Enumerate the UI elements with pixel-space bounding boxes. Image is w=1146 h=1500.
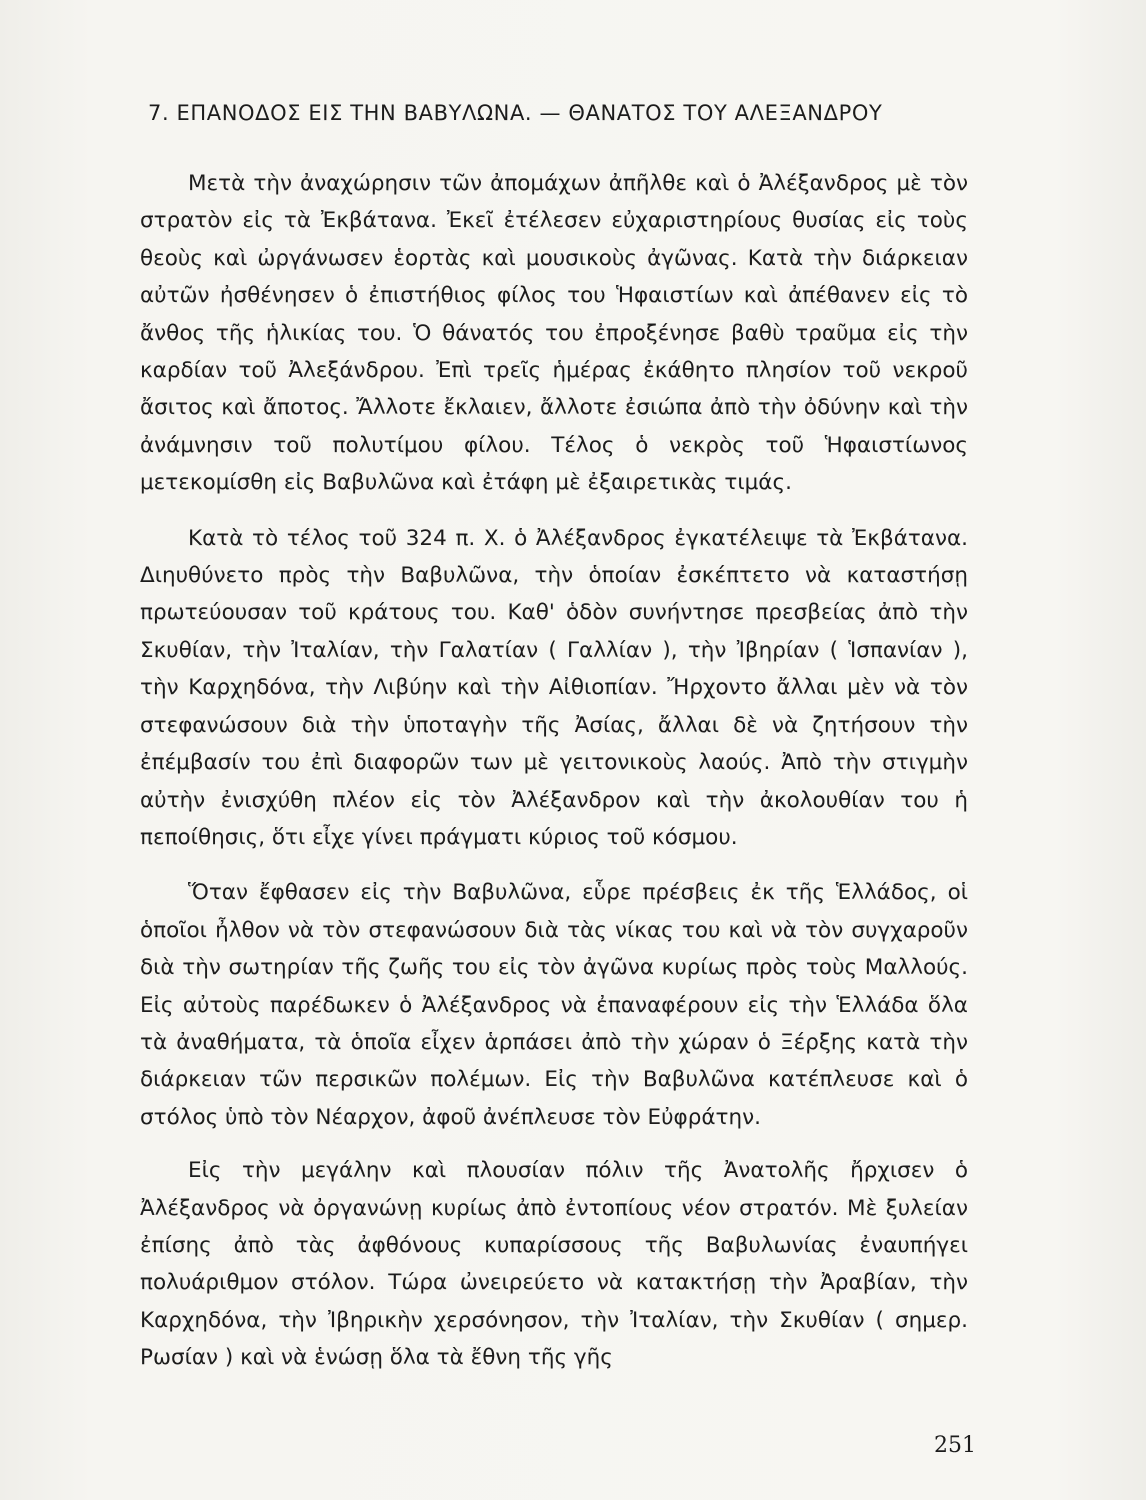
paragraph-3: Ὅταν ἔφθασεν εἰς τὴν Βαβυλῶνα, εὗρε πρέσβεις ἐκ τῆς Ἑλλάδος, οἱ ὁποῖοι ἦλθον νὰ τὸν στεφανώσουν διὰ τὰς νίκας του καὶ νὰ τὸν συγχαροῦν διὰ τὴν σωτηρίαν τῆς ζωῆς του εἰς τὸν ἀγῶνα κυρίως πρὸς τοὺς Μαλλούς. Εἰς αὐτοὺς παρέδωκεν ὁ Ἀλέξανδρος νὰ ἐπαναφέρουν εἰς τὴν Ἑλλάδα ὅλα τὰ ἀναθήματα, τὰ ὁποῖα εἶχεν ἁρπάσει ἀπὸ τὴν χώραν ὁ Ξέρξης κατὰ τὴν διάρκειαν τῶν περσικῶν πολέμων. Εἰς τὴν Βαβυλῶνα κατέπλευσε καὶ ὁ στόλος ὑπὸ τὸν Νέαρχον, ἀφοῦ ἀνέπλευσε τὸν Εὐφράτην. bbox=[140, 880, 968, 1130]
paragraph-1: Μετὰ τὴν ἀναχώρησιν τῶν ἀπομάχων ἀπῆλθε καὶ ὁ Ἀλέξανδρος μὲ τὸν στρατὸν εἰς τὰ Ἐκβάτανα. Ἐκεῖ ἐτέλεσεν εὐχαριστηρίους θυσίας εἰς τοὺς θεοὺς καὶ ὠργάνωσεν ἑορτὰς καὶ μουσικοὺς ἀγῶνας. Κατὰ τὴν διάρκειαν αὐτῶν ἠσθένησεν ὁ ἐπιστήθιος φίλος του Ἡφαιστίων καὶ ἀπέθανεν εἰς τὸ ἄνθος τῆς ἡλικίας του. Ὁ θάνατός του ἐπροξένησε βαθὺ τραῦμα εἰς τὴν καρδίαν τοῦ Ἀλεξάνδρου. Ἐπὶ τρεῖς ἡμέρας ἐκάθητο πλησίον τοῦ νεκροῦ ἄσιτος καὶ ἄποτος. Ἄλλοτε ἔκλαιεν, ἄλλοτε ἐσιώπα ἀπὸ τὴν ὀδύνην καὶ τὴν ἀνάμνησιν τοῦ πολυτίμου φίλου. Τέλος ὁ νεκρὸς τοῦ Ἡφαιστίωνος μετεκομίσθη εἰς Βαβυλῶνα καὶ ἐτάφη μὲ ἐξαιρετικὰς τιμάς. bbox=[140, 171, 968, 496]
paragraph-2: Κατὰ τὸ τέλος τοῦ 324 π. Χ. ὁ Ἀλέξανδρος ἐγκατέλειψε τὰ Ἐκβάτανα. Διηυθύνετο πρὸς τὴν Βαβυλῶνα, τὴν ὁποίαν ἐσκέπτετο νὰ καταστήσῃ πρωτεύουσαν τοῦ κράτους του. Καθ' ὁδὸν συνήντησε πρεσβείας ἀπὸ τὴν Σκυθίαν, τὴν Ἰταλίαν, τὴν Γαλατίαν ( Γαλλίαν ), τὴν Ἰβηρίαν ( Ἱσπανίαν ), τὴν Καρχηδόνα, τὴν Λιβύην καὶ τὴν Αἰθιοπίαν. Ἤρχοντο ἄλλαι μὲν νὰ τὸν στεφανώσουν διὰ τὴν ὑποταγὴν τῆς Ἀσίας, ἄλλαι δὲ νὰ ζητήσουν τὴν ἐπέμβασίν του ἐπὶ διαφορῶν των μὲ γειτονικοὺς λαούς. Ἀπὸ τὴν στιγμὴν αὐτὴν ἐνισχύθη πλέον εἰς τὸν Ἀλέξανδρον καὶ τὴν ἀκολουθίαν του ἡ πεποίθησις, ὅτι εἶχε γίνει πράγματι κύριος τοῦ κόσμου. bbox=[140, 525, 968, 850]
body-text bbox=[140, 165, 968, 1395]
paragraph-4: Εἰς τὴν μεγάλην καὶ πλουσίαν πόλιν τῆς Ἀνατολῆς ἤρχισεν ὁ Ἀλέξανδρος νὰ ὀργανώνῃ κυρίως ἀπὸ ἐντοπίους νέον στρατόν. Μὲ ξυλείαν ἐπίσης ἀπὸ τὰς ἀφθόνους κυπαρίσσους τῆς Βαβυλωνίας ἐναυπήγει πολυάριθμον στόλον. Τώρα ὠνειρεύετο νὰ κατακτήσῃ τὴν Ἀραβίαν, τὴν Καρχηδόνα, τὴν Ἰβηρικὴν χερσόνησον, τὴν Ἰταλίαν, τὴν Σκυθίαν ( σημερ. Ρωσίαν ) καὶ νὰ ἑνώσῃ ὅλα τὰ ἔθνη τῆς γῆς bbox=[140, 1158, 968, 1371]
page-number: 251 bbox=[934, 1433, 976, 1458]
section-heading: 7. ΕΠΑΝΟΔΟΣ ΕΙΣ ΤΗΝ ΒΑΒΥΛΩΝΑ. — ΘΑΝΑΤΟΣ ΤΟΥ ΑΛΕΞΑΝΔΡΟΥ bbox=[148, 101, 883, 125]
